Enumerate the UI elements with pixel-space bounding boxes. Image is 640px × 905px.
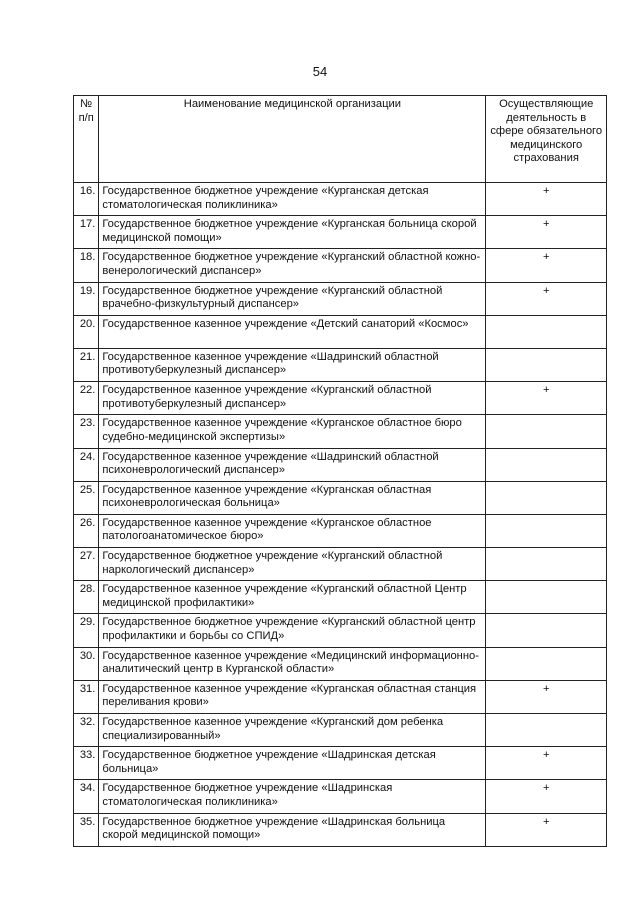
oms-mark-cell [486, 714, 607, 747]
row-number-cell: 18. [74, 249, 99, 282]
oms-mark-cell: + [486, 183, 607, 216]
oms-mark-cell [486, 448, 607, 481]
row-number-cell: 30. [74, 647, 99, 680]
row-number-cell: 28. [74, 581, 99, 614]
table-row [74, 680, 607, 713]
row-number-cell: 33. [74, 747, 99, 780]
oms-mark-cell: + [486, 680, 607, 713]
table-row [74, 481, 607, 514]
oms-mark-cell [486, 415, 607, 448]
row-number-cell: 17. [74, 216, 99, 249]
row-number-cell: 35. [74, 813, 99, 846]
table-row [74, 216, 607, 249]
header-number: № п/п [74, 96, 99, 183]
table-row [74, 315, 607, 348]
organization-name-cell: Государственное казенное учреждение «Шадринский областной психоневрологический диспансер» [99, 448, 486, 481]
row-number-cell: 20. [74, 315, 99, 348]
table-row [74, 382, 607, 415]
table-row [74, 514, 607, 547]
oms-mark-cell: + [486, 813, 607, 846]
header-organization-name: Наименование медицинской организации [99, 96, 486, 183]
table-row [74, 183, 607, 216]
organization-name-cell: Государственное казенное учреждение «Шадринский областной противотуберкулезный диспансер» [99, 348, 486, 381]
table-row [74, 714, 607, 747]
organization-name-cell: Государственное бюджетное учреждение «Курганская детская стоматологическая поликлиника» [99, 183, 486, 216]
table-row [74, 282, 607, 315]
row-number-cell: 29. [74, 614, 99, 647]
row-number-cell: 25. [74, 481, 99, 514]
organization-name-cell: Государственное казенное учреждение «Детский санаторий «Космос» [99, 315, 486, 348]
table-row [74, 581, 607, 614]
table-row [74, 348, 607, 381]
organization-name-cell: Государственное бюджетное учреждение «Курганский областной наркологический диспансер» [99, 548, 486, 581]
table-row [74, 415, 607, 448]
row-number-cell: 24. [74, 448, 99, 481]
row-number-cell: 27. [74, 548, 99, 581]
header-oms-activity: Осуществляющие деятельность в сфере обязательного медицинского страхования [486, 96, 607, 183]
oms-mark-cell [486, 581, 607, 614]
row-number-cell: 32. [74, 714, 99, 747]
row-number-cell: 16. [74, 183, 99, 216]
oms-mark-cell [486, 348, 607, 381]
organization-name-cell: Государственное бюджетное учреждение «Шадринская детская больница» [99, 747, 486, 780]
table-row [74, 448, 607, 481]
row-number-cell: 26. [74, 514, 99, 547]
oms-mark-cell: + [486, 216, 607, 249]
oms-mark-cell: + [486, 249, 607, 282]
row-number-cell: 23. [74, 415, 99, 448]
row-number-cell: 22. [74, 382, 99, 415]
organization-name-cell: Государственное бюджетное учреждение «Шадринская больница скорой медицинской помощи» [99, 813, 486, 846]
organization-name-cell: Государственное казенное учреждение «Курганская областная станция переливания крови» [99, 680, 486, 713]
medical-organizations-table [73, 95, 607, 847]
organization-name-cell: Государственное казенное учреждение «Медицинский информационно-аналитический центр в Курганской области» [99, 647, 486, 680]
table-header-row [74, 96, 607, 183]
row-number-cell: 21. [74, 348, 99, 381]
organization-name-cell: Государственное казенное учреждение «Курганский дом ребенка специализированный» [99, 714, 486, 747]
organization-name-cell: Государственное бюджетное учреждение «Курганский областной центр профилактики и борьбы со СПИД» [99, 614, 486, 647]
organization-name-cell: Государственное казенное учреждение «Курганское областное патологоанатомическое бюро» [99, 514, 486, 547]
organization-name-cell: Государственное бюджетное учреждение «Курганский областной врачебно-физкультурный диспансер» [99, 282, 486, 315]
oms-mark-cell [486, 647, 607, 680]
oms-mark-cell: + [486, 747, 607, 780]
oms-mark-cell [486, 481, 607, 514]
organization-name-cell: Государственное казенное учреждение «Курганский областной противотуберкулезный диспансер» [99, 382, 486, 415]
oms-mark-cell: + [486, 282, 607, 315]
table-row [74, 747, 607, 780]
organization-name-cell: Государственное казенное учреждение «Курганское областное бюро судебно-медицинской экспертизы» [99, 415, 486, 448]
table-row [74, 780, 607, 813]
oms-mark-cell [486, 315, 607, 348]
organization-name-cell: Государственное бюджетное учреждение «Курганская больница скорой медицинской помощи» [99, 216, 486, 249]
table-body [74, 183, 607, 847]
page-number: 54 [312, 64, 328, 79]
organization-name-cell: Государственное казенное учреждение «Курганский областной Центр медицинской профилактики» [99, 581, 486, 614]
organization-name-cell: Государственное бюджетное учреждение «Шадринская стоматологическая поликлиника» [99, 780, 486, 813]
oms-mark-cell [486, 548, 607, 581]
oms-mark-cell [486, 614, 607, 647]
table-row [74, 647, 607, 680]
row-number-cell: 19. [74, 282, 99, 315]
oms-mark-cell: + [486, 780, 607, 813]
table-row [74, 813, 607, 846]
table-row [74, 249, 607, 282]
table-row [74, 614, 607, 647]
oms-mark-cell [486, 514, 607, 547]
organization-name-cell: Государственное бюджетное учреждение «Курганский областной кожно-венерологический диспансер» [99, 249, 486, 282]
row-number-cell: 31. [74, 680, 99, 713]
row-number-cell: 34. [74, 780, 99, 813]
oms-mark-cell: + [486, 382, 607, 415]
organization-name-cell: Государственное казенное учреждение «Курганская областная психоневрологическая больница» [99, 481, 486, 514]
table-row [74, 548, 607, 581]
